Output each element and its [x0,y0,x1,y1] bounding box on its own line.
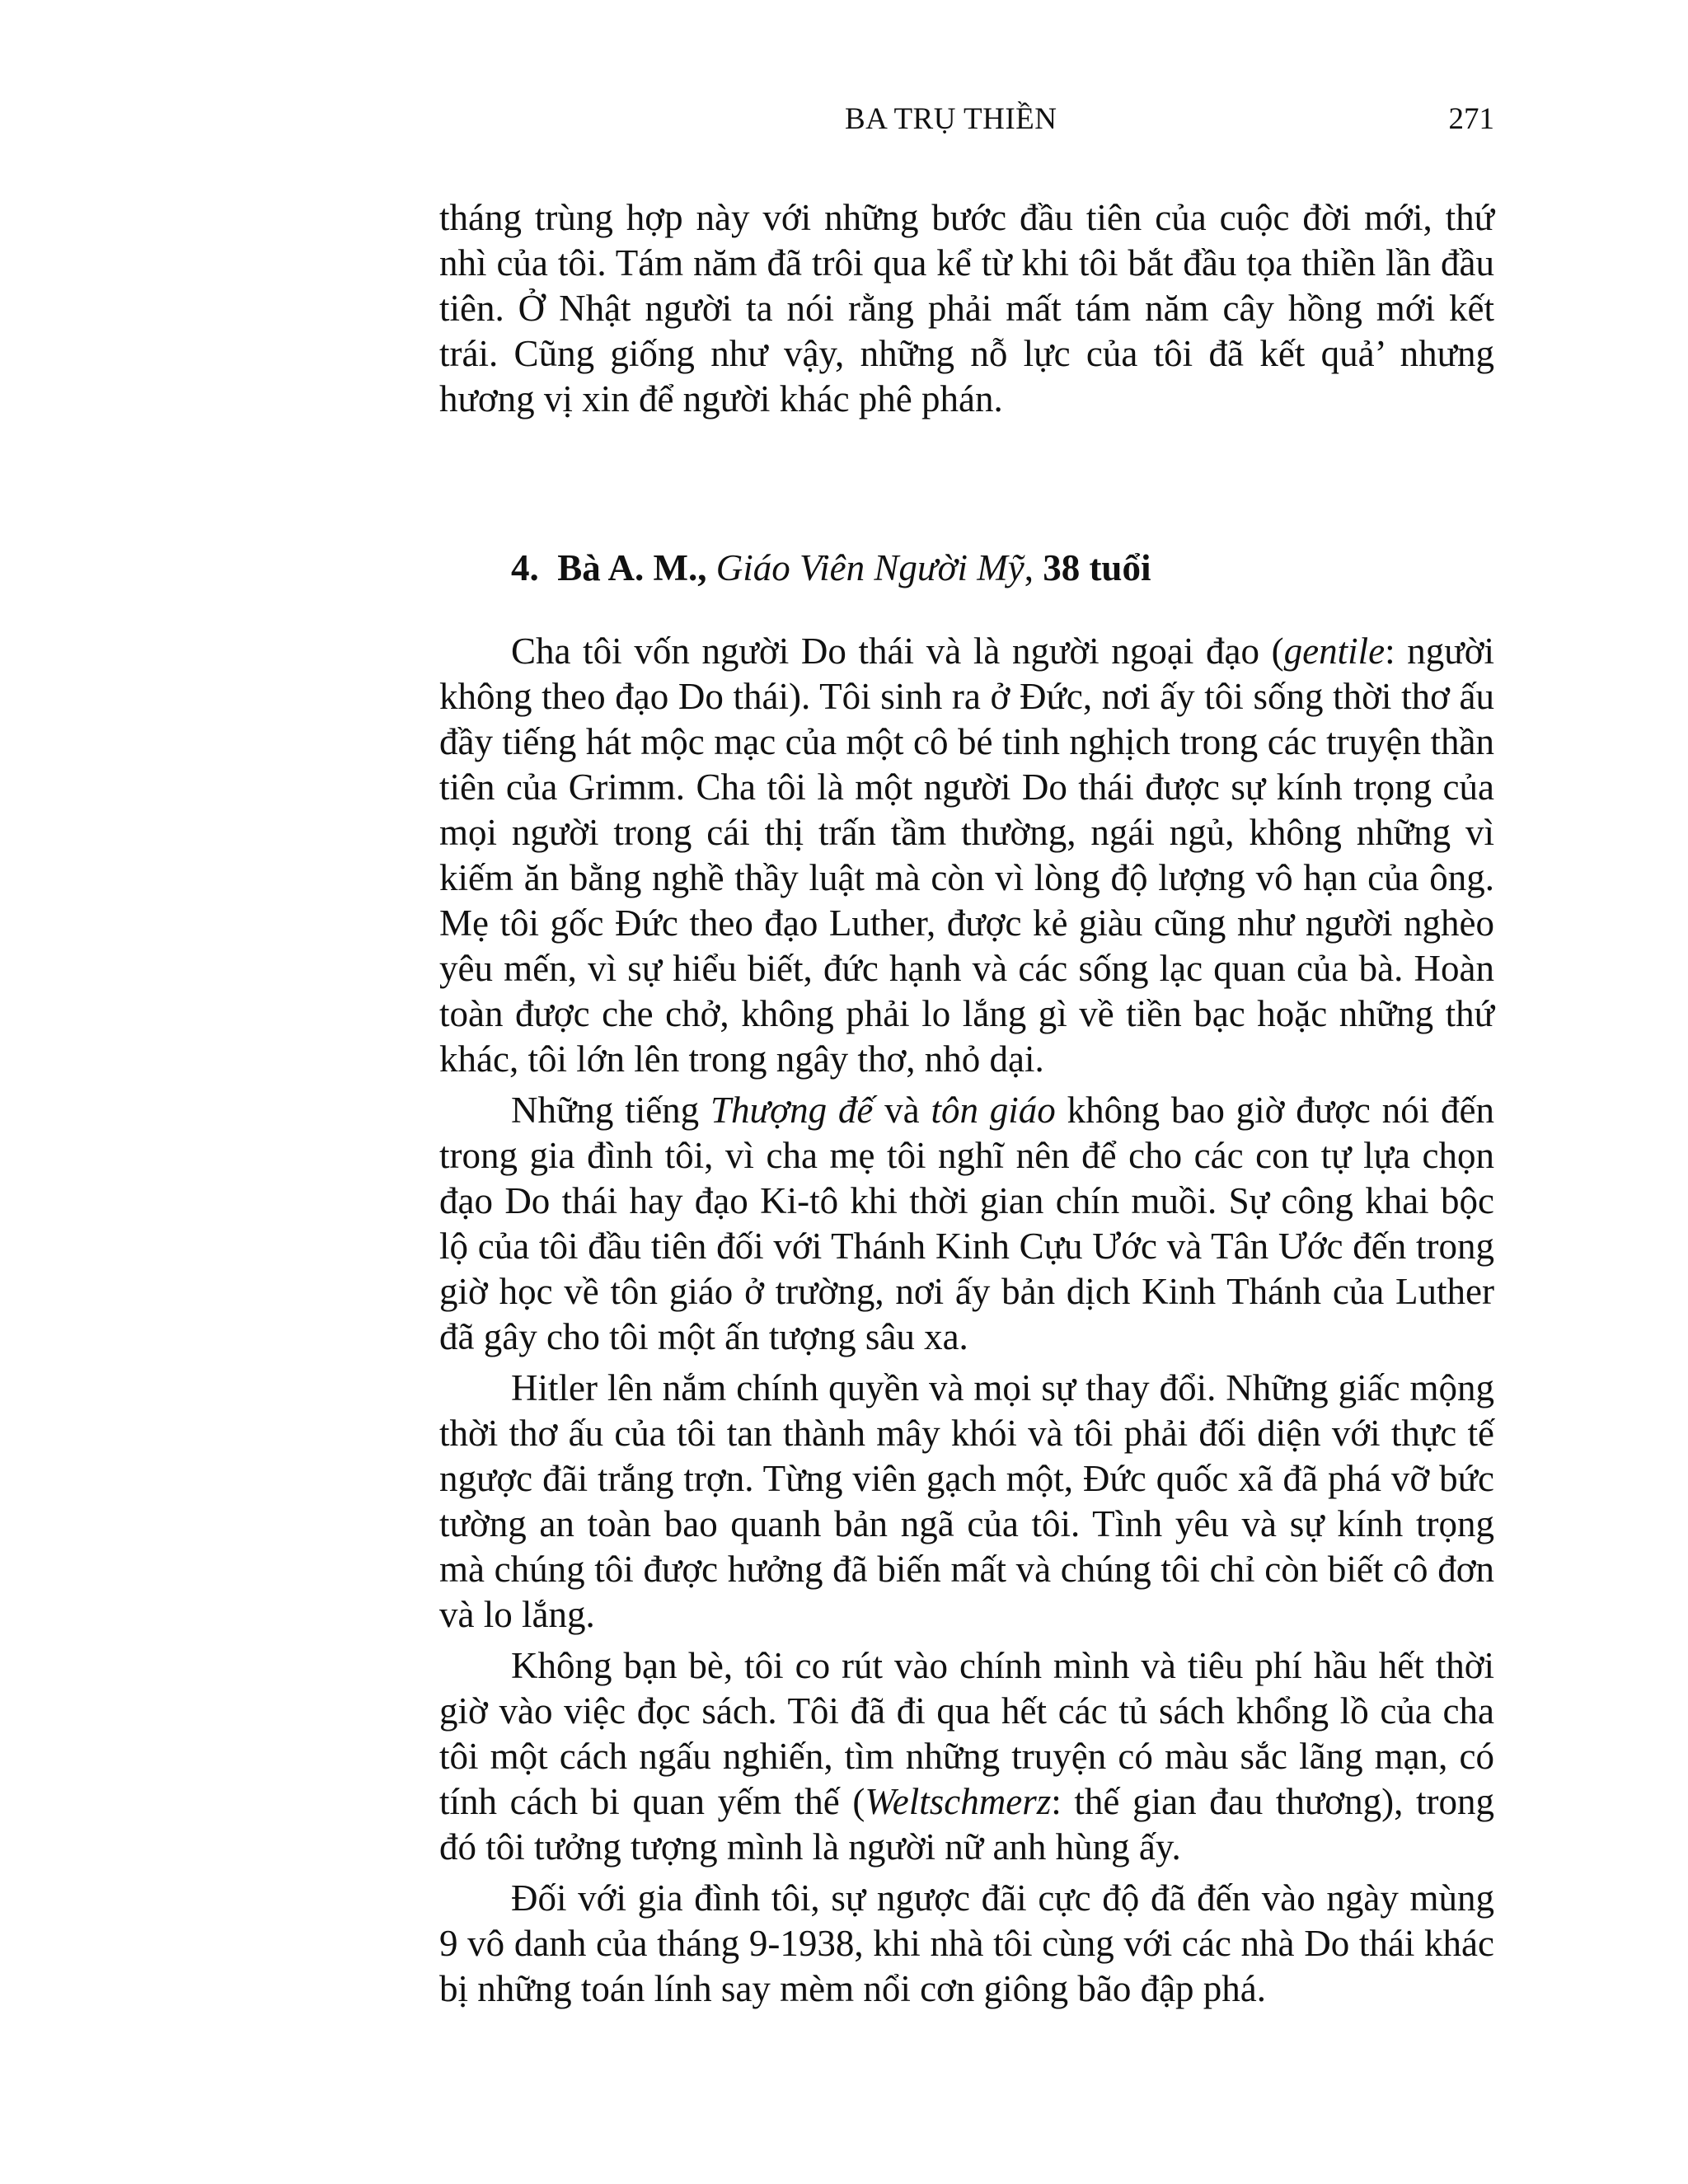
body-text [439,629,1494,2018]
paragraph-5: Đối với gia đình tôi, sự ngược đãi cực độ đã đến vào ngày mùng 9 vô danh của tháng 9-1938, khi nhà tôi cùng với các nhà Do thái khác bị những toán lính say mèm nổi cơn giông bão đập phá. [439,1877,1494,2009]
section-comma: , [1024,547,1034,588]
section-role: Giáo Viên Người Mỹ [715,547,1025,588]
section-number: 4. [511,547,539,588]
paragraph-4 [439,1643,1494,1870]
section-age: 38 tuổi [1043,547,1151,588]
p2-text-c: không bao giờ được nói đến trong gia đình tôi, vì cha mẹ tôi nghĩ nên để cho các con tự lựa chọn đạo Do thái hay đạo Ki-tô khi thời gian chín muồi. Sự công khai bộc lộ của tôi đầu tiên đối với Thánh Kinh Cựu Ước và Tân Ước đến trong giờ học về tôn giáo ở trường, nơi ấy bản dịch Kinh Thánh của Luther đã gây cho tôi một ấn tượng sâu xa. [439,1090,1494,1357]
section-heading [511,546,1151,591]
page-number: 271 [1448,102,1494,136]
p1-text-a: Cha tôi vốn người Do thái và là người ngoại đạo ( [511,630,1284,672]
page-header [845,99,1494,140]
paragraph-2 [439,1088,1494,1360]
continued-paragraph [439,195,1494,422]
p2-text-b: và [873,1090,931,1131]
p1-text-b: : người không theo đạo Do thái). Tôi sinh ra ở Đức, nơi ấy tôi sống thời thơ ấu đầy tiếng hát mộc mạc của một cô bé tinh nghịch trong các truyện thần tiên của Grimm. Cha tôi là một người Do thái được sự kính trọng của mọi người trong cái thị trấn tầm thường, ngái ngủ, không những vì kiếm ăn bằng nghề thầy luật mà còn vì lòng độ lượng vô hạn của ông. Mẹ tôi gốc Đức theo đạo Luther, được kẻ giàu cũng như người nghèo yêu mến, vì sự hiểu biết, đức hạnh và các sống lạc quan của bà. Hoàn toàn được che chở, không phải lo lắng gì về tiền bạc hoặc những thứ khác, tôi lớn lên trong ngây thơ, nhỏ dại. [439,630,1494,1080]
p2-text-a: Những tiếng [511,1090,710,1131]
paragraph-continuation: tháng trùng hợp này với những bước đầu tiên của cuộc đời mới, thứ nhì của tôi. Tám năm đã trôi qua kể từ khi tôi bắt đầu tọa thiền lần đầu tiên. Ở Nhật người ta nói rằng phải mất tám năm cây hồng mới kết trái. Cũng giống như vậy, những nỗ lực của tôi đã kết quả’ nhưng hương vị xin để người khác phê phán. [439,197,1494,419]
paragraph-1 [439,629,1494,1082]
p2-term-2: tôn giáo [931,1090,1056,1131]
p4-text-a: Không bạn bè, tôi co rút vào chính mình và tiêu phí hầu hết thời giờ vào việc đọc sách. Tôi đã đi qua hết các tủ sách khổng lồ của cha tôi một cách ngấu nghiến, tìm những truyện có màu sắc lãng mạn, có tính cách bi quan yếm thế ( [439,1645,1494,1822]
section-person: Bà A. M., [557,547,707,588]
p4-text-b: : thế gian đau thương), trong đó tôi tưởng tượng mình là người nữ anh hùng ấy. [439,1781,1494,1868]
running-title: BA TRỤ THIỀN [845,102,1057,136]
paragraph-3: Hitler lên nắm chính quyền và mọi sự thay đổi. Những giấc mộng thời thơ ấu của tôi tan thành mây khói và tôi phải đối diện với thực tế ngược đãi trắng trợn. Từng viên gạch một, Đức quốc xã đã phá vỡ bức tường an toàn bao quanh bản ngã của tôi. Tình yêu và sự kính trọng mà chúng tôi được hưởng đã biến mất và chúng tôi chỉ còn biết cô đơn và lo lắng. [439,1367,1494,1635]
p4-term: Weltschmerz [865,1781,1052,1822]
p1-term: gentile [1283,630,1386,672]
p2-term-1: Thượng đế [710,1090,874,1131]
